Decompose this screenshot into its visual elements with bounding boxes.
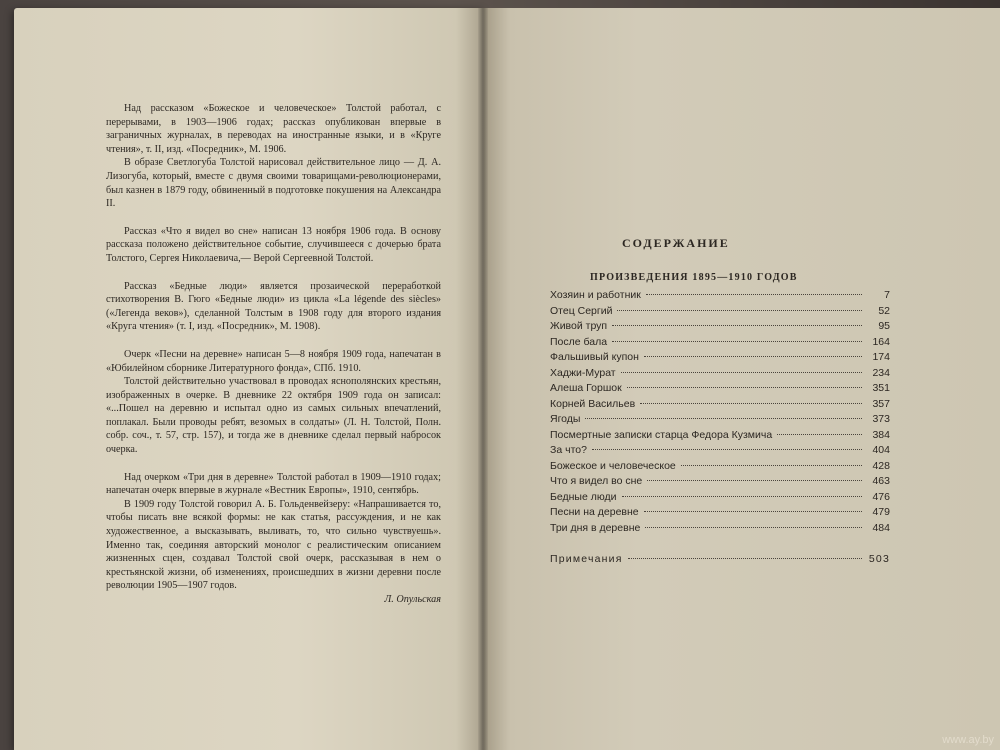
toc-entry: Что я видел во сне 463: [550, 475, 890, 487]
paragraph: В образе Светлогуба Толстой нарисовал действительное лицо — Д. А. Лизогуба, который, вместе с двумя своими товарищами-революционерами, был казнен в 1879 году, обвиненный в подготовке покушения на Александра II.: [106, 157, 441, 210]
toc-entry: Ягоды 373: [550, 413, 890, 425]
left-page: [14, 8, 484, 750]
book-spine: [478, 8, 488, 750]
paragraph: Над очерком «Три дня в деревне» Толстой работал в 1909—1910 годах; напечатан очерк впервые в журнале «Вестник Европы», 1910, сентябрь.: [106, 471, 441, 497]
toc-entry: Хозяин и работник 7: [550, 289, 890, 301]
paragraph: Толстой действительно участвовал в проводах яснополянских крестьян, изображенных в очерке. В дневнике 22 октября 1909 года он записал: «...Пошел на деревню и испытал одно из самых сильных впечатлений, поплакал. Были проводы ребят, везомых в солдаты» (Л. Н. Толстой, Полн. собр. соч., т. 57, стр. 157), и тогда же в дневнике сделал первый набросок очерка.: [106, 376, 441, 456]
toc-entry: Посмертные записки старца Федора Кузмича 384: [550, 428, 890, 441]
contents-section-title: ПРОИЗВЕДЕНИЯ 1895—1910 ГОДОВ: [590, 272, 798, 283]
author-signature: Л. Опульская: [384, 594, 441, 605]
toc-entry: После бала 164: [550, 335, 890, 348]
toc-entry: Хаджи-Мурат 234: [550, 366, 890, 379]
contents-title: СОДЕРЖАНИЕ: [622, 236, 730, 250]
toc-entry: Божеское и человеческое 428: [550, 459, 890, 472]
toc-entry-notes: Примечания 503: [550, 553, 890, 565]
afterword-text: [106, 102, 441, 607]
toc-entry: Бедные люди 476: [550, 490, 890, 503]
toc-entry: Три дня в деревне 484: [550, 521, 890, 534]
paragraph: Очерк «Песни на деревне» написан 5—8 ноября 1909 года, напечатан в «Юбилейном сборнике Литературного фонда», СПб. 1910.: [106, 348, 441, 374]
toc-entry: Фальшивый купон 174: [550, 351, 890, 363]
paragraph: Над рассказом «Божеское и человеческое» Толстой работал, с перерывами, в 1903—1906 годах; рассказ опубликован впервые в заграничных журналах, в переводах на иностранные языки, и в «Круге чтения», т. II, изд. «Посредник», М. 1906.: [106, 103, 441, 155]
toc-entry: Живой труп 95: [550, 320, 890, 332]
paragraph: В 1909 году Толстой говорил А. Б. Гольденвейзеру: «Напрашивается то, чтобы писать вне всякой формы: не как статья, рассуждения, и не как художественное, а высказывать, выливать, то, что сильно чувствуешь». Именно так, соединяя авторский монолог с реалистическим описанием жизненных сцен, создавал Толстой свой очерк, рассказывая в нем о крестьянской жизни, об изменениях, происшедших в жизни деревни после революции 1905—1907 годов.: [106, 498, 441, 592]
paragraph: Рассказ «Что я видел во сне» написан 13 ноября 1906 года. В основу рассказа положено действительное событие, случившееся с дочерью брата Толстого, Сергея Николаевича,— Верой Сергеевной Толстой.: [106, 225, 441, 264]
toc-entry: Алеша Горшок 351: [550, 382, 890, 394]
toc-entry: Песни на деревне 479: [550, 506, 890, 518]
paragraph: Рассказ «Бедные люди» является прозаической переработкой стихотворения В. Гюго «Бедные люди» из цикла «La légende des siècles» («Легенда веков»), сделанной Толстым в 1908 году для второго издания «Круга чтения» (т. I, изд. «Посредник», М. 1908).: [106, 280, 441, 333]
toc-entry: За что? 404: [550, 444, 890, 456]
table-of-contents: [550, 289, 890, 569]
toc-entry: Корней Васильев 357: [550, 397, 890, 410]
toc-entry: Отец Сергий 52: [550, 304, 890, 317]
site-watermark: www.ay.by: [942, 734, 994, 746]
